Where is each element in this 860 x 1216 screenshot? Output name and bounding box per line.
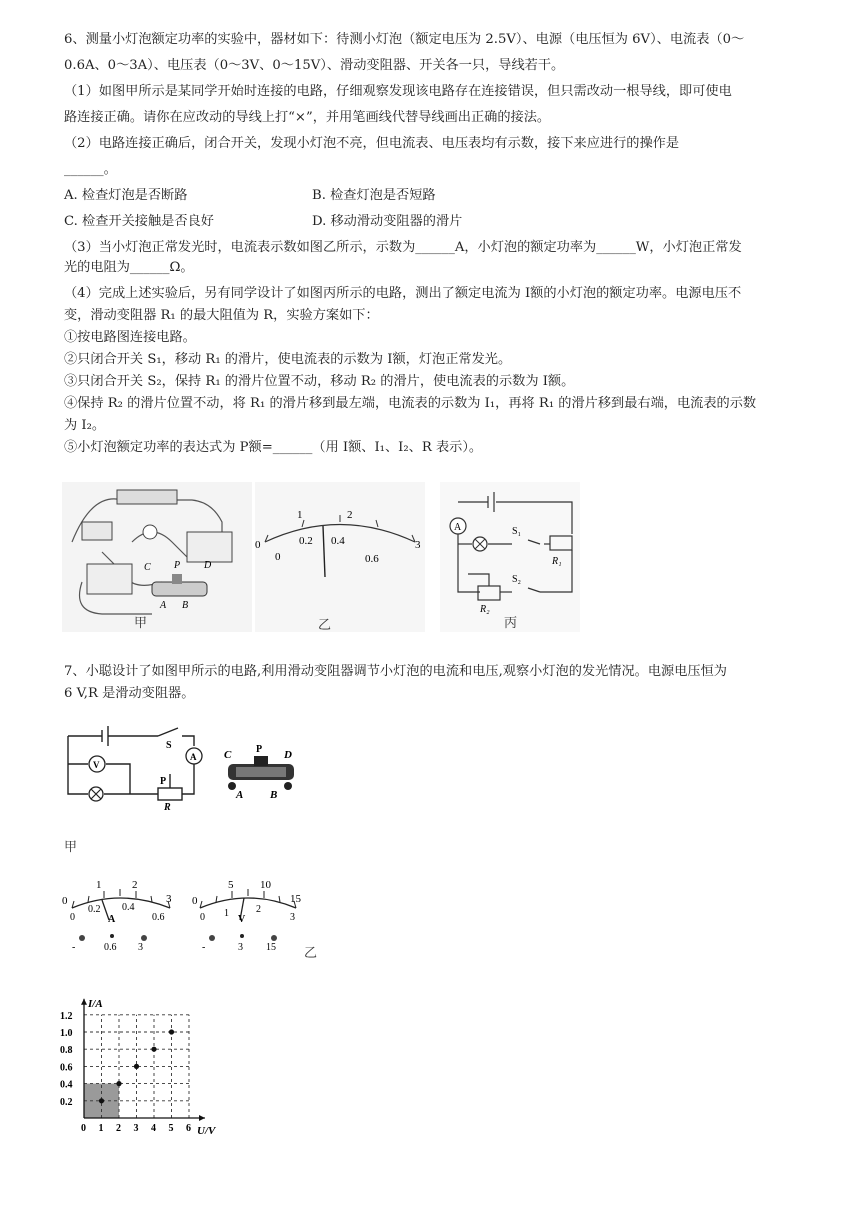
x-tick-label: 6: [186, 1123, 191, 1134]
vm-top-5: 5: [228, 879, 234, 891]
q6-step-4-cont: 为 I₂。: [64, 418, 106, 433]
data-point: [151, 1047, 156, 1052]
am-bottom-04: 0.4: [122, 902, 135, 913]
q7-label-r: R: [164, 802, 171, 810]
y-tick-label: 0.2: [60, 1096, 73, 1108]
bing-label-s1: S₁: [512, 526, 522, 537]
q7-line-2: 6 V,R 是滑动变阻器。: [64, 686, 195, 701]
vm-bottom-1: 1: [224, 908, 229, 919]
x-tick-label: 1: [98, 1123, 104, 1134]
x-tick-label: 0: [81, 1123, 86, 1134]
q6-caption-jia: 甲: [134, 616, 148, 631]
y-tick-label: 0.8: [60, 1045, 73, 1057]
data-point: [169, 1029, 174, 1034]
am-terminal-neg: -: [72, 942, 76, 953]
q6-line-5: （2）电路连接正确后，闭合开关，发现小灯泡不亮，但电流表、电压表均有示数，接下来应进行的操作是: [64, 136, 680, 151]
y-tick-label: 1.2: [60, 1010, 73, 1022]
x-axis-arrow: [199, 1115, 205, 1121]
vm-terminal-neg: -: [202, 942, 206, 953]
jia-label-a: A: [160, 600, 167, 611]
q6-caption-bing: 丙: [504, 616, 518, 631]
y-axis-arrow: [81, 999, 87, 1005]
q6-line-7: （3）当小灯泡正常发光时，电流表示数如图乙所示，示数为______A，小灯泡的额定功率为______W，小灯泡正常发: [64, 240, 742, 255]
am-top-2: 2: [132, 879, 138, 891]
yi-top-1: 1: [297, 509, 303, 521]
q6-line-9: （4）完成上述实验后，另有同学设计了如图丙所示的电路，测出了额定电流为 I额的小灯泡的额定功率。电源电压不: [64, 286, 742, 301]
q6-line-2: 0.6A、0～3A）、电压表（0～3V、0～15V）、滑动变阻器、开关各一只，导线若干。: [64, 58, 565, 73]
y-axis-label: I/A: [88, 997, 103, 1010]
q7-iu-chart: [58, 990, 228, 1136]
jia-label-p: P: [174, 560, 181, 571]
yi-bottom-04: 0.4: [331, 535, 345, 547]
x-axis-label: U/V: [197, 1125, 216, 1136]
q6-line-4: 路连接正确。请你在应改动的导线上打“×”，并用笔画线代替导线画出正确的接法。: [64, 110, 551, 125]
q6-step-3: ③只闭合开关 S₂，保持 R₁ 的滑片位置不动，移动 R₂ 的滑片，使电流表的示数为 I额。: [64, 374, 575, 389]
bing-label-s2: S₂: [512, 574, 522, 585]
q6-figure-jia: [62, 482, 252, 632]
yi-top-2: 2: [347, 509, 353, 521]
vm-bottom-2: 2: [256, 904, 261, 915]
q7-rheostat: [222, 744, 302, 800]
x-tick-label: 2: [116, 1123, 121, 1134]
rheo-label-p: P: [256, 744, 263, 755]
vm-bottom-3: 3: [290, 912, 295, 923]
x-tick-label: 4: [151, 1123, 156, 1134]
q6-line-6: ______。: [64, 162, 117, 177]
q6-figure-bing: [440, 482, 580, 632]
data-point: [116, 1081, 121, 1086]
q6-step-5: ⑤小灯泡额定功率的表达式为 P额=______（用 I额、I₁、I₂、R 表示）。: [64, 440, 483, 455]
q6-line-10: 变，滑动变阻器 R₁ 的最大阻值为 R，实验方案如下：: [64, 308, 379, 323]
vm-start: 0: [192, 895, 198, 907]
vm-terminal-3: 3: [238, 942, 243, 953]
jia-label-c: C: [144, 562, 151, 573]
yi-bottom-02: 0.2: [299, 535, 313, 547]
q7-label-voltmeter: V: [93, 760, 100, 770]
bing-label-ammeter: A: [454, 522, 462, 533]
q7-caption-yi: 乙: [304, 946, 318, 961]
q6-line-3: （1）如图甲所示是某同学开始时连接的电路，仔细观察发现该电路存在连接错误，但只需改动一根导线，即可使电: [64, 84, 732, 99]
vm-terminal-15: 15: [266, 942, 276, 953]
q6-option-c: C. 检查开关接触是否良好: [64, 214, 214, 229]
q6-figure-yi: [255, 482, 425, 632]
vm-top-10: 10: [260, 879, 271, 891]
am-bottom-02: 0.2: [88, 904, 101, 915]
q6-line-1: 6、测量小灯泡额定功率的实验中，器材如下：待测小灯泡（额定电压为 2.5V）、电源（电压恒为 6V）、电流表（0～: [64, 32, 745, 47]
q6-option-d: D. 移动滑动变阻器的滑片: [312, 214, 463, 229]
q6-option-a: A. 检查灯泡是否断路: [64, 188, 188, 203]
q7-caption-jia: 甲: [64, 840, 78, 855]
q6-step-4: ④保持 R₂ 的滑片位置不动，将 R₁ 的滑片移到最左端，电流表的示数为 I₁，再将 R₁ 的滑片移到最右端，电流表的示数: [64, 396, 757, 411]
rheo-label-c: C: [224, 749, 232, 761]
q6-step-1: ①按电路图连接电路。: [64, 330, 196, 345]
data-point: [134, 1064, 139, 1069]
x-tick-label: 5: [168, 1123, 174, 1134]
vm-top-15: 15: [290, 893, 301, 905]
vm-letter: V: [238, 914, 246, 925]
bing-label-r2: R₂: [480, 604, 490, 615]
q7-voltmeter: [192, 874, 304, 956]
yi-end-3: 3: [415, 539, 421, 551]
y-tick-label: 0.6: [60, 1062, 73, 1074]
yi-end-0: 0: [255, 539, 261, 551]
yi-bottom-0: 0: [275, 551, 281, 563]
q7-ammeter: [62, 874, 182, 956]
y-tick-label: 1.0: [60, 1028, 73, 1039]
q7-label-p: P: [160, 776, 167, 787]
am-top-3: 3: [166, 893, 172, 905]
q6-step-2: ②只闭合开关 S₁，移动 R₁ 的滑片，使电流表的示数为 I额，灯泡正常发光。: [64, 352, 512, 367]
x-tick-label: 3: [133, 1123, 139, 1134]
am-bottom-06: 0.6: [152, 912, 165, 923]
q7-line-1: 7、小聪设计了如图甲所示的电路,利用滑动变阻器调节小灯泡的电流和电压,观察小灯泡的发光情况。电源电压恒为: [64, 664, 727, 679]
rheo-label-d: D: [284, 749, 292, 761]
am-top-1: 1: [96, 879, 102, 891]
rheo-label-b: B: [270, 789, 278, 800]
jia-label-b: B: [182, 600, 189, 611]
bing-label-r1: R₁: [552, 556, 562, 567]
q6-option-b: B. 检查灯泡是否短路: [312, 188, 436, 203]
q7-circuit: [62, 724, 214, 810]
vm-bottom-0: 0: [200, 912, 205, 923]
q7-label-s: S: [166, 740, 172, 751]
am-terminal-3: 3: [138, 942, 143, 953]
y-tick-label: 0.4: [60, 1079, 73, 1091]
jia-label-d: D: [204, 560, 212, 571]
rheo-label-a: A: [236, 789, 244, 800]
data-point: [99, 1098, 104, 1103]
q6-line-8: 光的电阻为______Ω。: [64, 260, 194, 275]
yi-bottom-06: 0.6: [365, 553, 379, 565]
am-letter: A: [108, 914, 116, 925]
am-terminal-06: 0.6: [104, 942, 117, 953]
q7-label-ammeter: A: [190, 752, 197, 762]
q6-caption-yi: 乙: [318, 618, 332, 633]
am-start: 0: [62, 895, 68, 907]
am-bottom-0: 0: [70, 912, 75, 923]
